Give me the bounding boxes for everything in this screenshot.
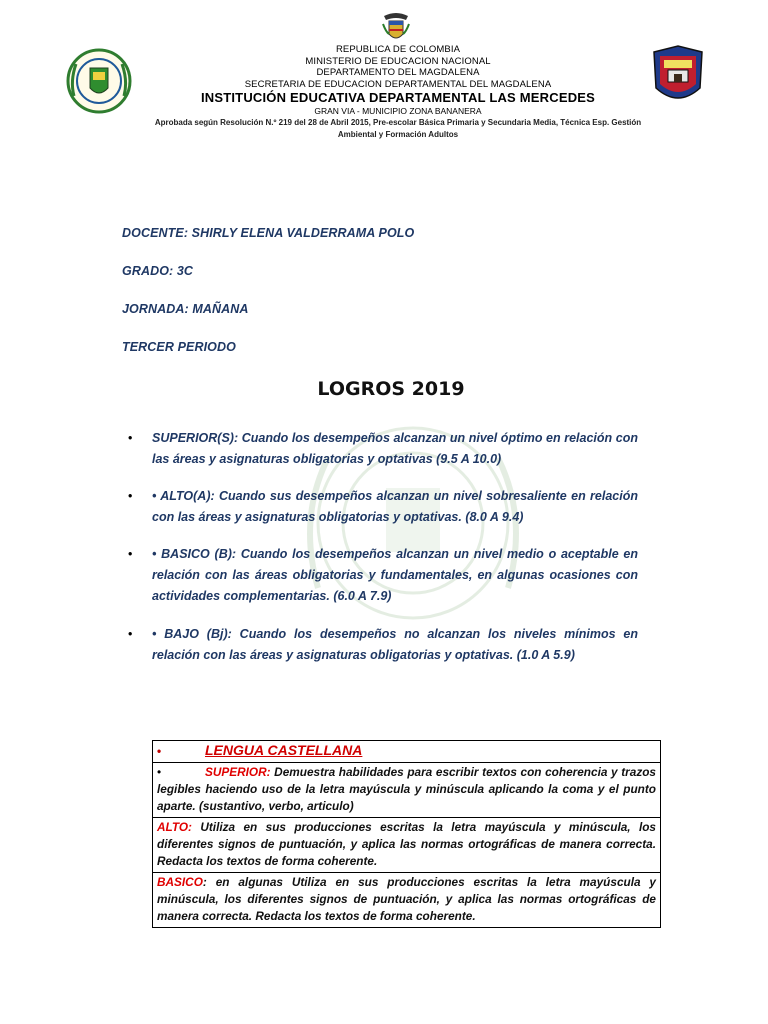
header-country: REPUBLICA DE COLOMBIA (335, 44, 461, 55)
bullet-icon: • (157, 744, 162, 758)
grado-line: GRADO: 3C (122, 264, 194, 278)
table-row (153, 873, 661, 928)
level-cell-alto (153, 818, 661, 873)
header-secretariat: SECRETARIA DE EDUCACION DEPARTAMENTAL DEL MAGDALENA (244, 78, 552, 90)
bullet-icon: • (128, 627, 133, 641)
document-header (110, 44, 686, 141)
header-department: DEPARTAMENTO DEL MAGDALENA (316, 67, 480, 78)
level-label: SUPERIOR: (205, 765, 271, 779)
logro-item-alto (128, 486, 638, 528)
logro-text: Cuando sus desempeños alcanzan un nivel sobresaliente en relación con las áreas y asignaturas obligatorias y optativas. (8.0 A 9.4) (152, 489, 638, 524)
header-location: GRAN VIA - MUNICIPIO ZONA BANANERA (314, 106, 482, 116)
logro-item-superior (128, 428, 638, 470)
logro-label: • ALTO(A): (152, 489, 215, 503)
bullet-icon: • (128, 489, 133, 503)
colombia-coat-of-arms-icon (381, 12, 411, 46)
table-row (153, 741, 661, 763)
table-row (153, 818, 661, 873)
level-cell-basico (153, 873, 661, 928)
table-row (153, 763, 661, 818)
bullet-icon: • (157, 765, 162, 779)
logro-label: SUPERIOR(S): (152, 431, 239, 445)
level-text: Demuestra habilidades para escribir textos con coherencia y trazos legibles haciendo uso de la letra mayúscula y minúscula aplicando la coma y el punto aparte. (sustantivo, verbo, articulo) (157, 765, 656, 813)
logro-item-bajo (128, 624, 638, 666)
level-text: Utiliza en sus producciones escritas la letra mayúscula y minúscula, los diferentes signos de puntuación, y aplica las normas ortográficas de manera correcta. Redacta los textos de forma coherente. (157, 820, 656, 868)
header-ministry: MINISTERIO DE EDUCACION NACIONAL (305, 55, 491, 67)
level-text: : en algunas Utiliza en sus producciones escritas la letra mayúscula y minúscula, los diferentes signos de puntuación, y aplica las normas ortográficas de manera correcta. Redacta los textos de forma coherente. (157, 875, 656, 923)
logros-heading: LOGROS 2019 (317, 378, 465, 400)
resolution-line-2: Ambiental y Formación Adultos (337, 130, 459, 139)
bullet-icon: • (128, 431, 133, 445)
periodo-line: TERCER PERIODO (122, 340, 236, 354)
area-title-cell (153, 741, 661, 763)
jornada-line: JORNADA: MAÑANA (122, 302, 249, 316)
logro-item-basico (128, 544, 638, 607)
logro-label: • BAJO (Bj): (152, 627, 232, 641)
logro-text: Cuando los desempeños alcanzan un nivel óptimo en relación con las áreas y asignaturas obligatorias y optativas (9.5 A 10.0) (152, 431, 638, 466)
area-title: LENGUA CASTELLANA (205, 742, 363, 758)
institution-title: INSTITUCIÓN EDUCATIVA DEPARTAMENTAL LAS MERCEDES (200, 90, 596, 105)
logro-text: Cuando los desempeños alcanzan un nivel medio o aceptable en relación con las áreas obligatorias y fundamentales, en algunas ocasiones con actividades complementarias. (6.0 A 7.9) (152, 547, 638, 603)
resolution-line-1: Aprobada según Resolución N.º 219 del 28 de Abril 2015, Pre-escolar Básica Primaria y Secundaria Media, Técnica Esp. Gestión (154, 118, 642, 127)
logro-text: Cuando los desempeños no alcanzan los niveles mínimos en relación con las áreas y asignaturas obligatorias y optativas. (1.0 A 5.9) (152, 627, 638, 662)
logro-label: • BASICO (B): (152, 547, 237, 561)
level-cell-superior (153, 763, 661, 818)
area-achievements-table (152, 740, 661, 928)
level-label: ALTO: (157, 820, 192, 834)
level-label: BASICO (157, 875, 203, 889)
docente-line: DOCENTE: SHIRLY ELENA VALDERRAMA POLO (122, 226, 415, 240)
bullet-icon: • (128, 547, 133, 561)
